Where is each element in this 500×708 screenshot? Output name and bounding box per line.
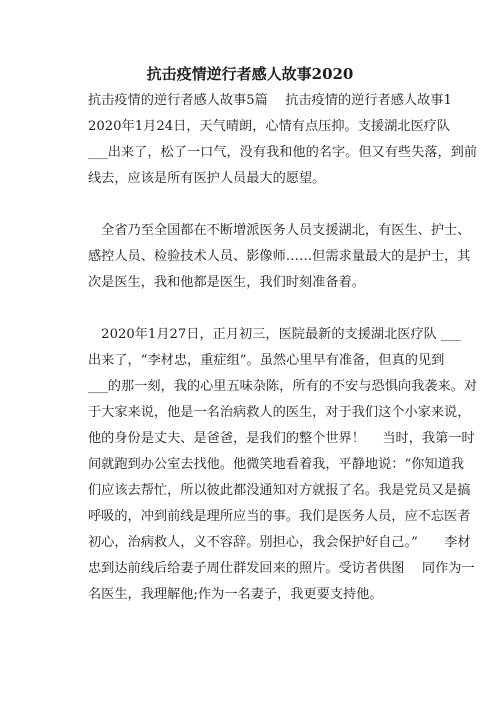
paragraph-gap <box>88 192 438 218</box>
paragraph-2-line-3: 次是医生，我和他都是医生，我们时刻准备着。 <box>88 275 365 290</box>
paragraph-3 <box>88 322 478 608</box>
paragraph-3-line-8: 呼吸的，冲到前线是理所应当的事。我们是医务人员，应不忘医者 <box>88 509 471 524</box>
document-title: 抗击疫情逆行者感人故事2020 <box>146 65 354 83</box>
paragraph-1 <box>88 88 478 192</box>
paragraph-3-line-7: 们应该去帮忙，所以彼此都没通知对方就报了名。我是党员又是搞 <box>88 483 471 498</box>
paragraph-2-line-1: 全省乃至全国都在不断增派医务人员支援湖北，有医生、护士、 <box>88 223 471 238</box>
paragraph-1-line-3: ___出来了，松了一口气，没有我和他的名字。但又有些失落，到前 <box>88 145 478 160</box>
paragraph-3-line-5: 他的身份是丈夫、是爸爸，是我们的整个世界！ 当时，我第一时 <box>88 431 475 446</box>
paragraph-3-line-10: 忠到达前线后给妻子周仕群发回来的照片。受访者供图 同作为一 <box>88 561 475 576</box>
paragraph-2 <box>88 218 471 296</box>
paragraph-1-line-4: 线去，应该是所有医护人员最大的愿望。 <box>88 171 326 186</box>
paragraph-3-line-4: 于大家来说，他是一名治病救人的医生，对于我们这个小家来说， <box>88 405 471 420</box>
paragraph-3-line-9: 初心，治病救人，义不容辞。别担心，我会保护好自己。” 李材 <box>88 535 471 550</box>
paragraph-gap <box>88 296 438 322</box>
paragraph-2-line-2: 感控人员、检验技术人员、影像师……但需求量最大的是护士，其 <box>88 249 471 264</box>
paragraph-3-line-1: 2020年1月27日，正月初三，医院最新的支援湖北医疗队 ___ <box>88 327 461 342</box>
paragraph-1-line-1: 抗击疫情的逆行者感人故事5篇 抗击疫情的逆行者感人故事1 <box>88 93 452 108</box>
paragraph-3-line-3: ___的那一刻，我的心里五味杂陈，所有的不安与恐惧向我袭来。对 <box>88 379 478 394</box>
paragraph-3-line-2: 出来了，“李材忠，重症组”。虽然心里早有准备，但真的见到 <box>88 353 445 368</box>
paragraph-3-line-6: 间就跑到办公室去找他。他微笑地看着我，平静地说：“你知道我 <box>88 457 464 472</box>
paragraph-1-line-2: 2020年1月24日，天气晴朗，心情有点压抑。支援湖北医疗队 <box>88 119 451 134</box>
paragraph-3-line-11: 名医生，我理解他;作为一名妻子，我更要支持他。 <box>88 587 383 602</box>
document-body <box>88 88 478 608</box>
